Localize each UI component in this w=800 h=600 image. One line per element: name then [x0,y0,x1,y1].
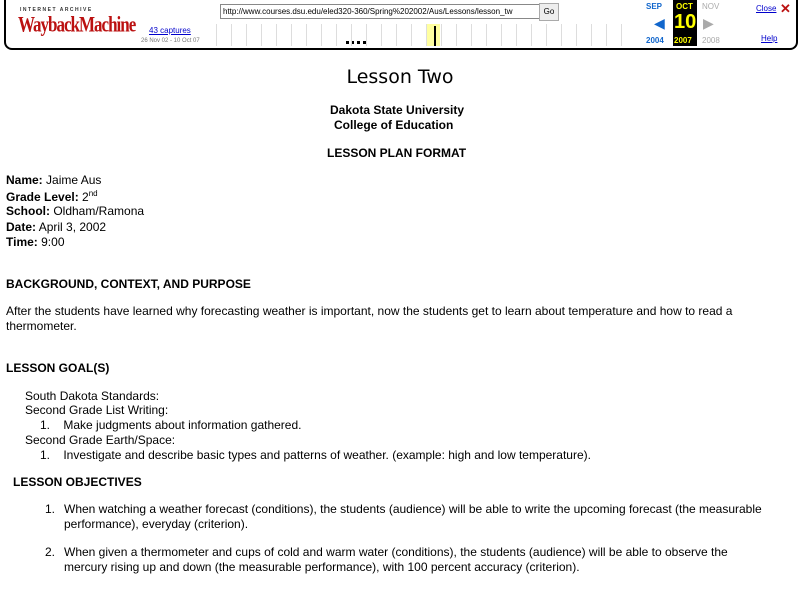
objective-number: 2. [45,545,56,559]
info-row [6,173,101,187]
goals-heading: LESSON GOAL(S) [6,361,110,375]
info-value: Jaime Aus [42,173,102,187]
timeline-tick [426,24,427,46]
current-month: OCT [676,2,693,11]
info-label: Date: [6,219,37,234]
timeline-tick [246,24,247,46]
logo-text: INTERNET ARCHIVE [20,7,93,13]
earth-label: Second Grade Earth/Space: [25,433,176,447]
background-text: thermometer. [6,319,77,333]
timeline-tick [561,24,562,46]
timeline-tick [531,24,532,46]
standards-label: South Dakota Standards: [25,389,160,403]
list-item-text: Make judgments about information gathered. [63,418,302,432]
captures-link[interactable]: 43 captures [149,26,191,35]
format-heading: LESSON PLAN FORMAT [327,146,467,160]
timeline-tick [366,24,367,46]
timeline-tick [276,24,277,46]
wayback-logo[interactable]: WaybackMachine [18,12,136,37]
writing-label: Second Grade List Writing: [25,403,169,417]
info-label: Time: [6,235,38,249]
prev-month[interactable]: SEP [646,2,663,11]
timeline-tick [231,24,232,46]
info-row [6,189,98,204]
timeline-tick [591,24,592,46]
info-row [6,235,65,249]
timeline-tick [471,24,472,46]
capture-marks [346,41,366,47]
timeline-tick [621,24,622,46]
info-row [6,204,144,218]
current-day: 10 [674,11,697,33]
url-input[interactable]: http://www.courses.dsu.edu/eled320-360/Spring%202002/Aus/Lessons/lesson_tw [220,4,542,19]
info-label: Grade Level: [6,189,79,204]
timeline-tick [291,24,292,46]
capture-range: 26 Nov 02 - 10 Oct 07 [141,38,200,44]
timeline-tick [336,24,337,46]
objectives-heading: LESSON OBJECTIVES [13,475,142,489]
timeline-tick [441,24,442,46]
objective-text: performance), everyday (criterion). [64,517,249,531]
wayback-toolbar [4,0,798,50]
timeline-tick [216,24,217,46]
timeline-tick [306,24,307,46]
objective-text: When given a thermometer and cups of cold and warm water (conditions), the students (audience) will be able to observe the [64,545,728,559]
help-link[interactable]: Help [761,34,778,43]
timeline-tick [486,24,487,46]
timeline-tick [456,24,457,46]
prev-year[interactable]: 2004 [646,36,664,45]
capture-bar [434,26,436,46]
timeline-tick [396,24,397,46]
info-label: School: [6,204,50,218]
info-sup: nd [88,188,98,198]
timeline-tick [411,24,412,46]
timeline-tick [351,24,352,46]
university: Dakota State University [330,103,465,117]
info-value: April 3, 2002 [36,219,107,234]
go-button[interactable]: Go [539,3,559,21]
info-value: 2 [78,189,89,204]
objective-text: When watching a weather forecast (conditions), the students (audience) will be able to write the upcoming forecast (the measurable [64,502,762,516]
timeline-tick [381,24,382,46]
list-item: 1. Investigate and describe basic types and patterns of weather. (example: high and low temperature). [40,448,591,462]
background-text: After the students have learned why forecasting weather is important, now the students get to learn about temperature and how to read a [6,304,733,318]
timeline-tick [501,24,502,46]
current-year-highlight [426,24,440,46]
timeline-tick [546,24,547,46]
next-month: NOV [702,2,720,11]
next-arrow-icon: ▶ [703,15,714,31]
timeline-tick [321,24,322,46]
timeline-tick [261,24,262,46]
capture-timeline[interactable] [216,22,636,47]
prev-arrow-icon[interactable]: ◀ [654,15,665,31]
list-item-text: Investigate and describe basic types and patterns of weather. (example: high and low temperature). [63,448,591,462]
info-label: Name: [6,173,43,187]
background-heading: BACKGROUND, CONTEXT, AND PURPOSE [6,277,251,291]
info-row [6,220,106,234]
current-year: 2007 [674,36,692,45]
info-value: Oldham/Ramona [50,204,145,218]
next-year: 2008 [702,36,720,45]
college: College of Education [334,118,454,132]
timeline-tick [576,24,577,46]
timeline-tick [606,24,607,46]
page-title: Lesson Two [346,66,454,88]
close-icon[interactable]: ✕ [780,1,791,16]
close-link[interactable]: Close [756,4,777,13]
list-item: 1. Make judgments about information gathered. [40,418,302,432]
objective-text: mercury rising up and down (the measurable performance), with 100 percent accuracy (criterion). [64,560,580,574]
info-value: 9:00 [37,235,65,249]
timeline-tick [516,24,517,46]
objective-number: 1. [45,502,56,516]
